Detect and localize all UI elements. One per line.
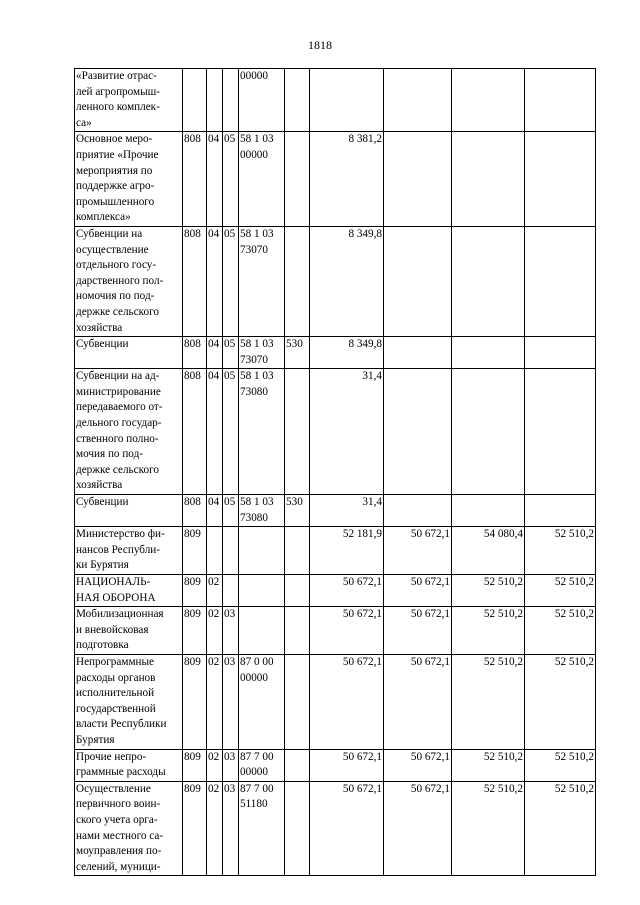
cell-amount-v4: 52 510,2 <box>525 749 596 781</box>
table-row <box>75 527 596 575</box>
cell-ministry: 809 <box>183 575 207 607</box>
target-line: 58 1 03 <box>240 133 274 146</box>
target-line: 87 7 00 <box>240 750 274 763</box>
cell-target-article <box>239 337 285 369</box>
name-line: Непрограммные <box>76 655 154 668</box>
cell-name <box>75 226 183 336</box>
target-line: 58 1 03 <box>240 338 274 351</box>
cell-amount-v1: 8 381,2 <box>310 132 384 227</box>
cell-amount-v3 <box>452 337 525 369</box>
cell-section: 04 <box>207 337 223 369</box>
name-line: дельного государ- <box>76 417 162 430</box>
name-line: министрирование <box>76 385 161 398</box>
name-line: хозяйства <box>76 321 123 334</box>
target-line: 73070 <box>240 243 268 256</box>
name-line: передаваемого от- <box>76 401 163 414</box>
target-line: 87 0 00 <box>240 655 274 668</box>
cell-amount-v4 <box>525 369 596 495</box>
cell-section: 04 <box>207 132 223 227</box>
cell-expense-type <box>285 575 310 607</box>
cell-section: 02 <box>207 781 223 876</box>
cell-amount-v3 <box>452 226 525 336</box>
cell-section <box>207 527 223 575</box>
name-line: Субвенции <box>76 338 129 351</box>
name-line: граммные расходы <box>76 766 166 779</box>
cell-amount-v2 <box>384 337 452 369</box>
name-line: ственного полно- <box>76 432 159 445</box>
name-line: приятие «Прочие <box>76 148 159 161</box>
name-line: Прочие непро- <box>76 750 147 763</box>
cell-subsection: 05 <box>223 369 239 495</box>
cell-section: 04 <box>207 226 223 336</box>
name-line: держке сельского <box>76 305 159 318</box>
cell-name <box>75 495 183 527</box>
name-line: Основное меро- <box>76 133 153 146</box>
cell-amount-v2 <box>384 132 452 227</box>
cell-target-article <box>239 226 285 336</box>
cell-amount-v4: 52 510,2 <box>525 607 596 655</box>
cell-target-article <box>239 575 285 607</box>
cell-name <box>75 369 183 495</box>
cell-target-article <box>239 749 285 781</box>
page-number: 1818 <box>308 38 332 52</box>
cell-amount-v4 <box>525 132 596 227</box>
cell-target-article <box>239 132 285 227</box>
name-line: промышленного <box>76 195 155 208</box>
cell-expense-type: 530 <box>285 337 310 369</box>
cell-amount-v4: 52 510,2 <box>525 527 596 575</box>
cell-amount-v1: 50 672,1 <box>310 575 384 607</box>
cell-amount-v1: 31,4 <box>310 495 384 527</box>
cell-amount-v2 <box>384 226 452 336</box>
cell-name <box>75 69 183 132</box>
cell-amount-v4 <box>525 226 596 336</box>
name-line: нансов Республи- <box>76 543 161 556</box>
target-line: 00000 <box>240 766 268 779</box>
cell-amount-v3 <box>452 132 525 227</box>
name-line: мероприятия по <box>76 164 153 177</box>
cell-target-article <box>239 495 285 527</box>
cell-target-article <box>239 607 285 655</box>
cell-name <box>75 527 183 575</box>
cell-amount-v3: 52 510,2 <box>452 575 525 607</box>
cell-expense-type <box>285 749 310 781</box>
cell-section <box>207 69 223 132</box>
cell-ministry: 809 <box>183 749 207 781</box>
name-line: государственной <box>76 702 156 715</box>
table-row <box>75 749 596 781</box>
cell-name <box>75 132 183 227</box>
cell-expense-type: 530 <box>285 495 310 527</box>
cell-ministry: 809 <box>183 527 207 575</box>
cell-subsection: 05 <box>223 226 239 336</box>
table-row <box>75 495 596 527</box>
cell-amount-v2: 50 672,1 <box>384 781 452 876</box>
cell-section: 04 <box>207 369 223 495</box>
cell-amount-v4: 52 510,2 <box>525 781 596 876</box>
name-line: дарственного пол- <box>76 274 164 287</box>
cell-amount-v4 <box>525 337 596 369</box>
name-line: нами местного са- <box>76 829 164 842</box>
table-row <box>75 226 596 336</box>
cell-name <box>75 654 183 749</box>
cell-subsection <box>223 69 239 132</box>
cell-subsection: 03 <box>223 749 239 781</box>
table-row <box>75 575 596 607</box>
cell-amount-v1: 50 672,1 <box>310 654 384 749</box>
target-line: 00000 <box>240 148 268 161</box>
table-row <box>75 607 596 655</box>
name-line: держке сельского <box>76 463 159 476</box>
cell-amount-v4 <box>525 69 596 132</box>
name-line: НАЦИОНАЛЬ- <box>76 576 151 588</box>
target-line: 00000 <box>240 70 268 82</box>
target-line: 58 1 03 <box>240 370 274 383</box>
cell-amount-v1: 8 349,8 <box>310 226 384 336</box>
cell-amount-v3: 54 080,4 <box>452 527 525 575</box>
name-line: осуществление <box>76 243 149 256</box>
name-line: первичного воин- <box>76 798 161 811</box>
cell-amount-v3 <box>452 495 525 527</box>
cell-amount-v4: 52 510,2 <box>525 654 596 749</box>
cell-amount-v2 <box>384 369 452 495</box>
cell-subsection: 03 <box>223 607 239 655</box>
table-row <box>75 69 596 132</box>
name-line: моуправления по- <box>76 845 162 858</box>
cell-amount-v1 <box>310 69 384 132</box>
cell-amount-v4 <box>525 495 596 527</box>
name-line: власти Республики <box>76 718 167 731</box>
cell-expense-type <box>285 69 310 132</box>
cell-ministry: 808 <box>183 495 207 527</box>
cell-name <box>75 749 183 781</box>
cell-ministry <box>183 69 207 132</box>
target-line: 73080 <box>240 511 268 524</box>
cell-amount-v2: 50 672,1 <box>384 607 452 655</box>
name-line: подготовка <box>76 639 129 652</box>
name-line: са» <box>76 116 92 129</box>
cell-section: 02 <box>207 607 223 655</box>
name-line: «Развитие отрас- <box>76 70 157 82</box>
target-line: 58 1 03 <box>240 496 274 509</box>
name-line: ленного комплек- <box>76 101 160 114</box>
cell-subsection: 03 <box>223 781 239 876</box>
table-body <box>75 69 596 876</box>
cell-target-article <box>239 369 285 495</box>
cell-ministry: 808 <box>183 337 207 369</box>
name-line: НАЯ ОБОРОНА <box>76 591 156 604</box>
target-line: 51180 <box>240 798 268 811</box>
target-line: 87 7 00 <box>240 782 274 795</box>
table-row <box>75 337 596 369</box>
cell-name <box>75 337 183 369</box>
cell-subsection <box>223 527 239 575</box>
cell-ministry: 809 <box>183 607 207 655</box>
name-line: и вневойсковая <box>76 623 149 636</box>
cell-expense-type <box>285 369 310 495</box>
cell-amount-v2: 50 672,1 <box>384 654 452 749</box>
cell-amount-v3: 52 510,2 <box>452 607 525 655</box>
cell-amount-v2 <box>384 495 452 527</box>
name-line: поддержке агро- <box>76 180 155 193</box>
name-line: Министерство фи- <box>76 528 165 541</box>
cell-name <box>75 575 183 607</box>
name-line: мочия по под- <box>76 448 143 461</box>
cell-subsection: 05 <box>223 495 239 527</box>
cell-expense-type <box>285 226 310 336</box>
name-line: Осуществление <box>76 782 151 795</box>
name-line: Бурятия <box>76 733 115 746</box>
cell-section: 04 <box>207 495 223 527</box>
cell-section: 02 <box>207 749 223 781</box>
table-row <box>75 132 596 227</box>
name-line: исполнительной <box>76 687 155 700</box>
name-line: ского учета орга- <box>76 813 158 826</box>
target-line: 73070 <box>240 353 268 366</box>
name-line: Мобилизационная <box>76 608 164 621</box>
cell-amount-v1: 50 672,1 <box>310 781 384 876</box>
target-line: 00000 <box>240 671 268 684</box>
name-line: лей агропромыш- <box>76 85 160 98</box>
name-line: отдельного госу- <box>76 259 157 272</box>
cell-amount-v2: 50 672,1 <box>384 527 452 575</box>
cell-amount-v2 <box>384 69 452 132</box>
cell-ministry: 809 <box>183 654 207 749</box>
cell-section: 02 <box>207 575 223 607</box>
name-line: ки Бурятия <box>76 559 129 572</box>
cell-target-article <box>239 69 285 132</box>
cell-amount-v3 <box>452 69 525 132</box>
cell-section: 02 <box>207 654 223 749</box>
cell-ministry: 808 <box>183 369 207 495</box>
cell-subsection: 03 <box>223 654 239 749</box>
cell-amount-v2: 50 672,1 <box>384 749 452 781</box>
cell-subsection: 05 <box>223 337 239 369</box>
target-line: 58 1 03 <box>240 227 274 240</box>
cell-amount-v1: 50 672,1 <box>310 607 384 655</box>
cell-subsection: 05 <box>223 132 239 227</box>
table-row <box>75 654 596 749</box>
name-line: номочия по под- <box>76 290 155 303</box>
name-line: хозяйства <box>76 479 123 492</box>
table-row <box>75 369 596 495</box>
cell-amount-v2: 50 672,1 <box>384 575 452 607</box>
cell-name <box>75 781 183 876</box>
cell-amount-v1: 8 349,8 <box>310 337 384 369</box>
cell-expense-type <box>285 654 310 749</box>
cell-amount-v4: 52 510,2 <box>525 575 596 607</box>
name-line: Субвенции <box>76 496 129 509</box>
cell-ministry: 808 <box>183 132 207 227</box>
name-line: комплекса» <box>76 211 131 224</box>
cell-ministry: 808 <box>183 226 207 336</box>
cell-expense-type <box>285 607 310 655</box>
cell-amount-v3 <box>452 369 525 495</box>
cell-amount-v3: 52 510,2 <box>452 654 525 749</box>
cell-target-article <box>239 527 285 575</box>
cell-amount-v1: 52 181,9 <box>310 527 384 575</box>
cell-target-article <box>239 654 285 749</box>
cell-amount-v3: 52 510,2 <box>452 749 525 781</box>
name-line: расходы органов <box>76 671 156 684</box>
name-line: Субвенции на ад- <box>76 370 160 383</box>
name-line: селений, муници- <box>76 860 161 873</box>
cell-name <box>75 607 183 655</box>
cell-expense-type <box>285 781 310 876</box>
cell-expense-type <box>285 132 310 227</box>
target-line: 73080 <box>240 385 268 398</box>
cell-ministry: 809 <box>183 781 207 876</box>
cell-amount-v3: 52 510,2 <box>452 781 525 876</box>
cell-amount-v1: 50 672,1 <box>310 749 384 781</box>
cell-amount-v1: 31,4 <box>310 369 384 495</box>
cell-target-article <box>239 781 285 876</box>
cell-subsection <box>223 575 239 607</box>
budget-table <box>74 68 596 876</box>
table-row <box>75 781 596 876</box>
cell-expense-type <box>285 527 310 575</box>
name-line: Субвенции на <box>76 227 143 240</box>
